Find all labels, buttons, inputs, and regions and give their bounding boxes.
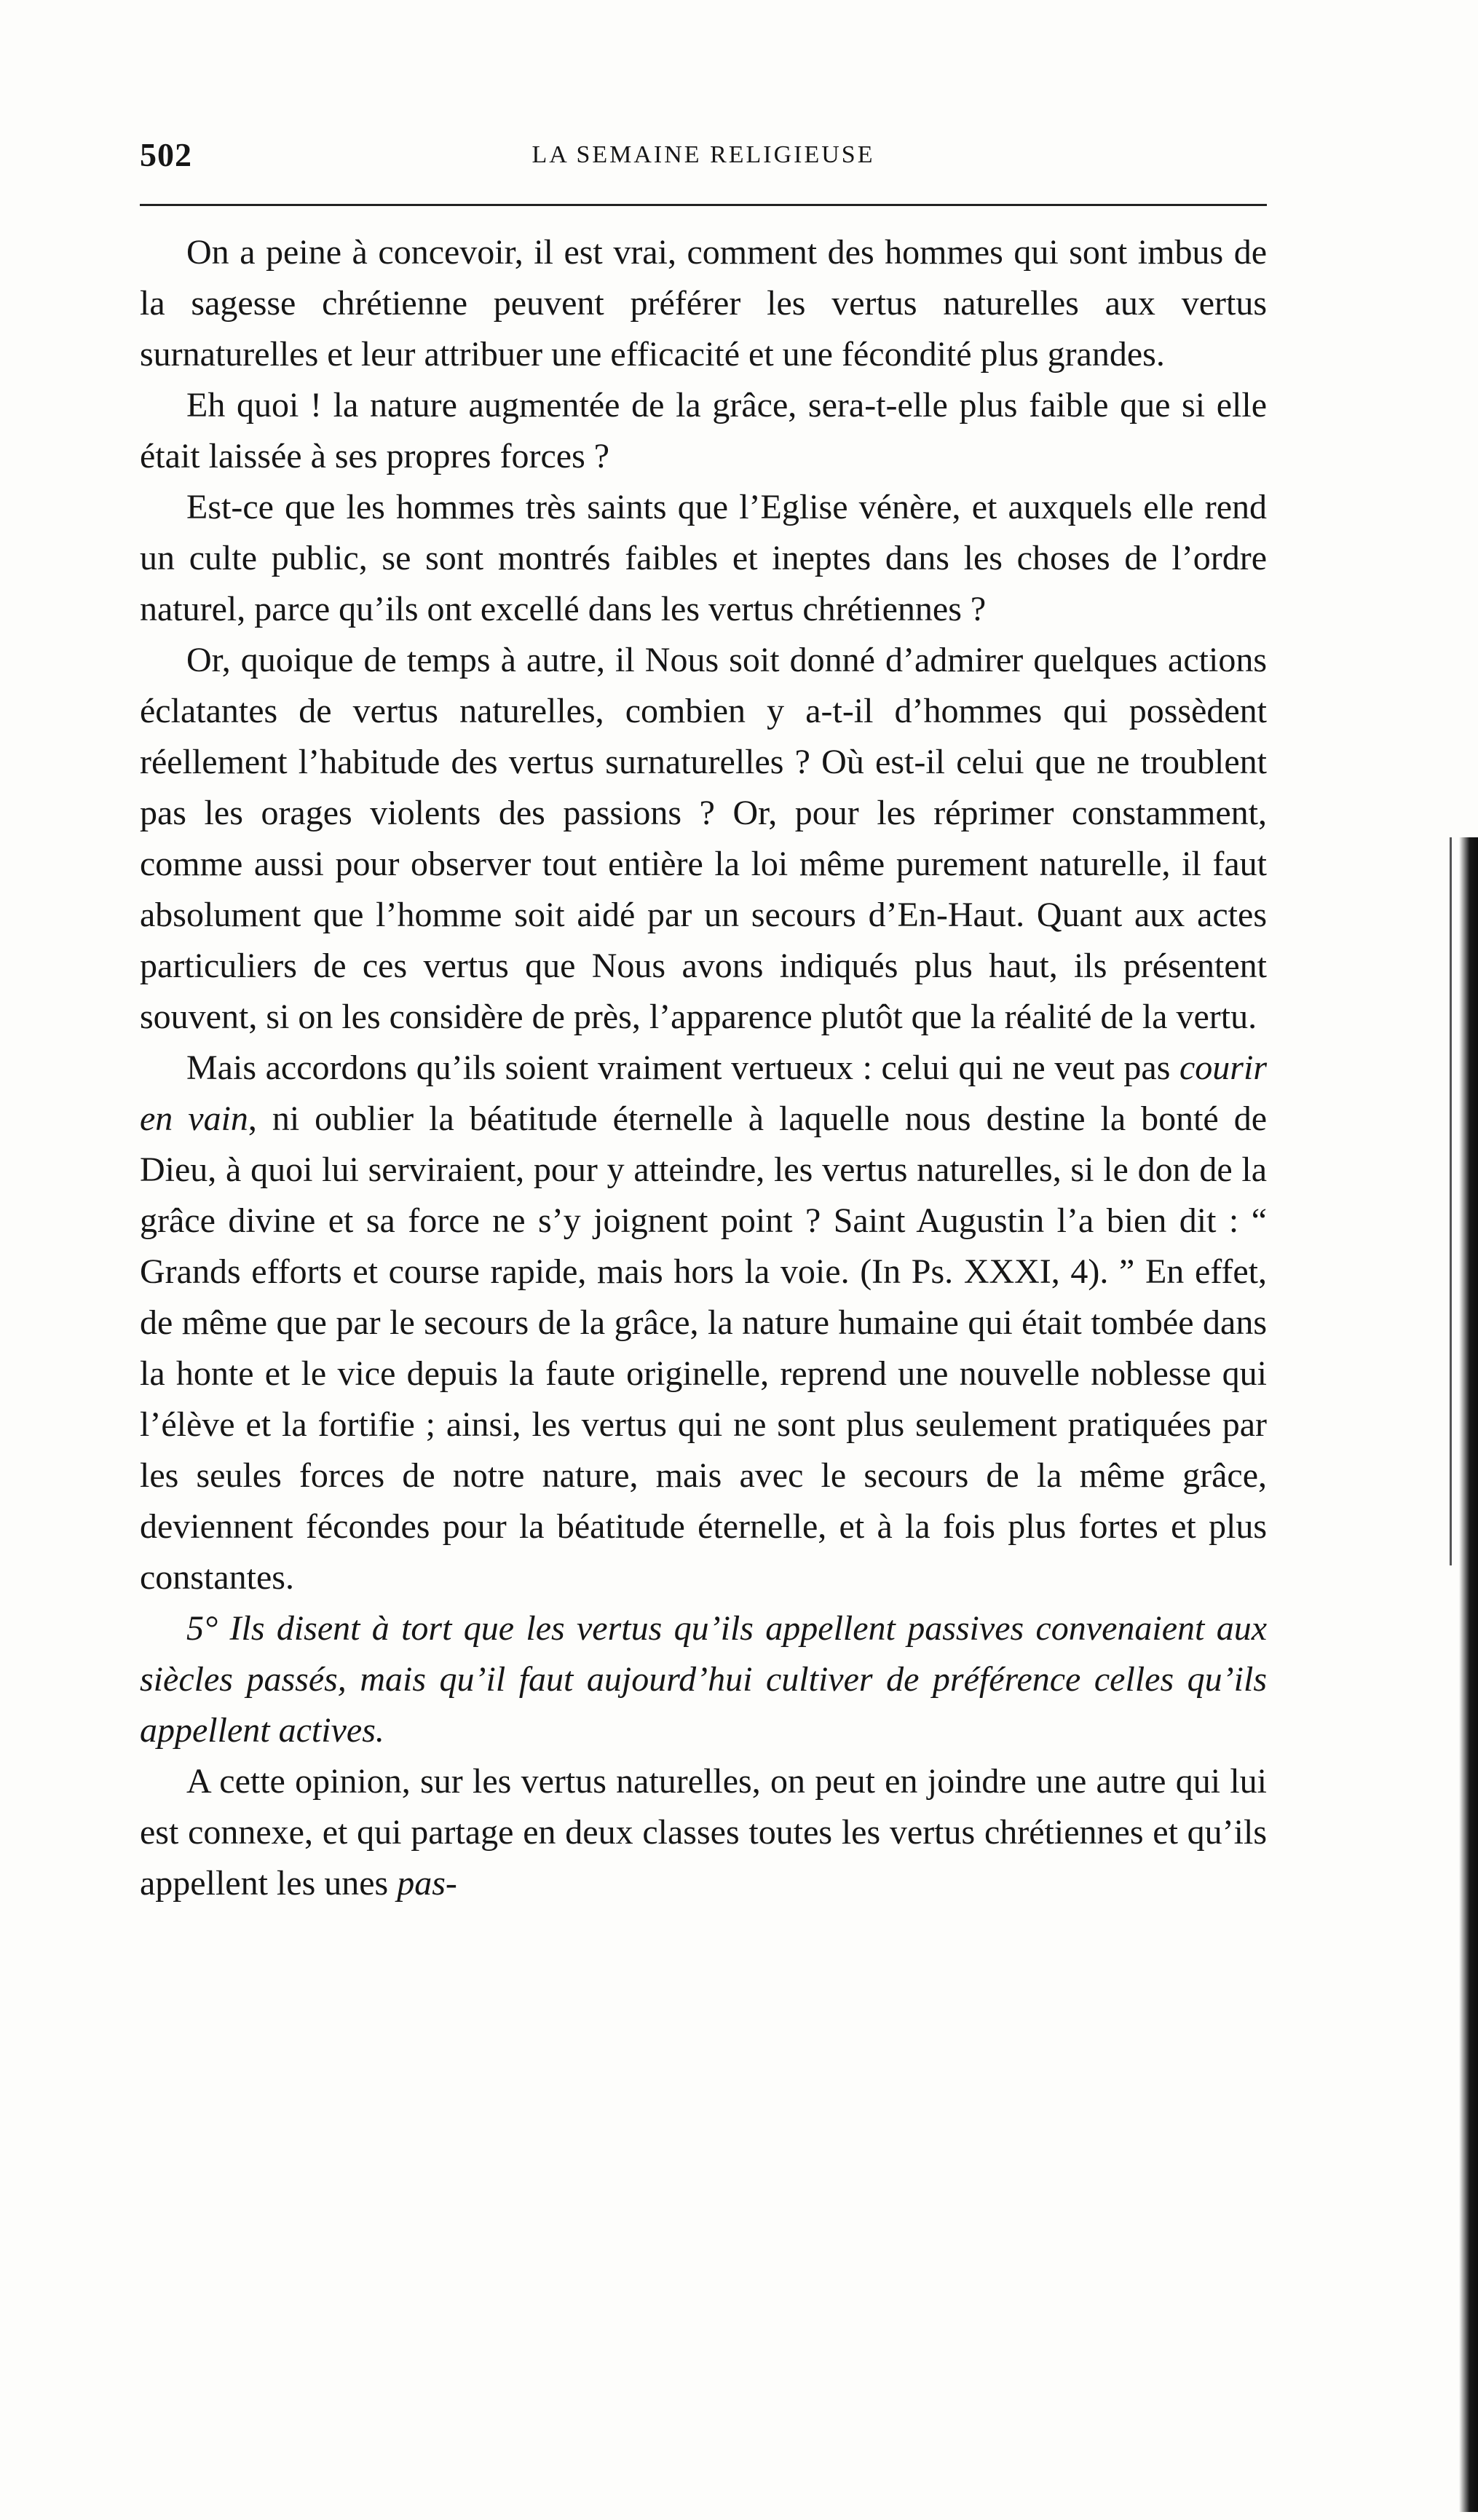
header-rule [140, 204, 1267, 206]
page-number: 502 [140, 136, 192, 173]
running-title: LA SEMAINE RELIGIEUSE [531, 141, 875, 168]
body-text [140, 227, 1267, 1909]
paragraph: Or, quoique de temps à autre, il Nous soit donné d’admirer quelques actions éclatantes de vertus naturelles, combien y a-t-il d’hommes qui possèdent réellement l’habitude des vertus surnaturelles ? Où est-il celui que ne troublent pas les orages violents des passions ? Or, pour les réprimer constamment, comme aussi pour observer tout entière la loi même purement naturelle, il faut absolument que l’homme soit aidé par un secours d’En-Haut. Quant aux actes particuliers de ces vertus que Nous avons indiqués plus haut, ils présentent souvent, si on les considère de près, l’apparence plutôt que la réalité de la vertu. [140, 641, 1267, 1036]
italic-phrase: courir en vain [140, 1048, 1267, 1138]
paragraph-text: A cette opinion, sur les vertus naturelles, on peut en joindre une autre qui lui est connexe, et qui partage en deux classes toutes les vertus chrétiennes et qu’ils appellent les unes [140, 1762, 1267, 1903]
section-heading: 5° Ils disent à tort que les vertus qu’ils appellent passives convenaient aux siècles passés, mais qu’il faut aujourd’hui cultiver de préférence celles qu’ils appellent actives. [140, 1609, 1267, 1750]
page-edge-line [1450, 837, 1452, 1565]
paragraph: Eh quoi ! la nature augmentée de la grâce, sera-t-elle plus faible que si elle était laissée à ses propres forces ? [140, 386, 1267, 475]
page-header [140, 135, 1267, 186]
page-edge-shadow [1459, 837, 1478, 2512]
italic-phrase: pas- [397, 1864, 457, 1903]
paragraph-text: , ni oublier la béatitude éternelle à laquelle nous destine la bonté de Dieu, à quoi lui serviraient, pour y atteindre, les vertus naturelles, si le don de la grâce divine et sa force ne s’y joignent point ? Saint Augustin l’a bien dit : “ Grands efforts et course rapide, mais hors la voie. (In Ps. XXXI, 4). ” En effet, de même que par le secours de la grâce, la nature humaine qui était tombée dans la honte et le vice depuis la faute originelle, reprend une nouvelle noblesse qui l’élève et la fortifie ; ainsi, les vertus qui ne sont plus seulement pratiquées par les seules forces de notre nature, mais avec le secours de la même grâce, deviennent fécondes pour la béatitude éternelle, et à la fois plus fortes et plus constantes. [140, 1099, 1267, 1597]
paragraph-text: Mais accordons qu’ils soient vraiment vertueux : celui qui ne veut pas [186, 1048, 1179, 1087]
paragraph [140, 1043, 1267, 1603]
paragraph: Est-ce que les hommes très saints que l’Eglise vénère, et auxquels elle rend un culte public, se sont montrés faibles et ineptes dans les choses de l’ordre naturel, parce qu’ils ont excellé dans les vertus chrétiennes ? [140, 488, 1267, 628]
paragraph [140, 1756, 1267, 1909]
document-page [140, 0, 1267, 2520]
paragraph: On a peine à concevoir, il est vrai, comment des hommes qui sont imbus de la sagesse chrétienne peuvent préférer les vertus naturelles aux vertus surnaturelles et leur attribuer une efficacité et une fécondité plus grandes. [140, 233, 1267, 374]
